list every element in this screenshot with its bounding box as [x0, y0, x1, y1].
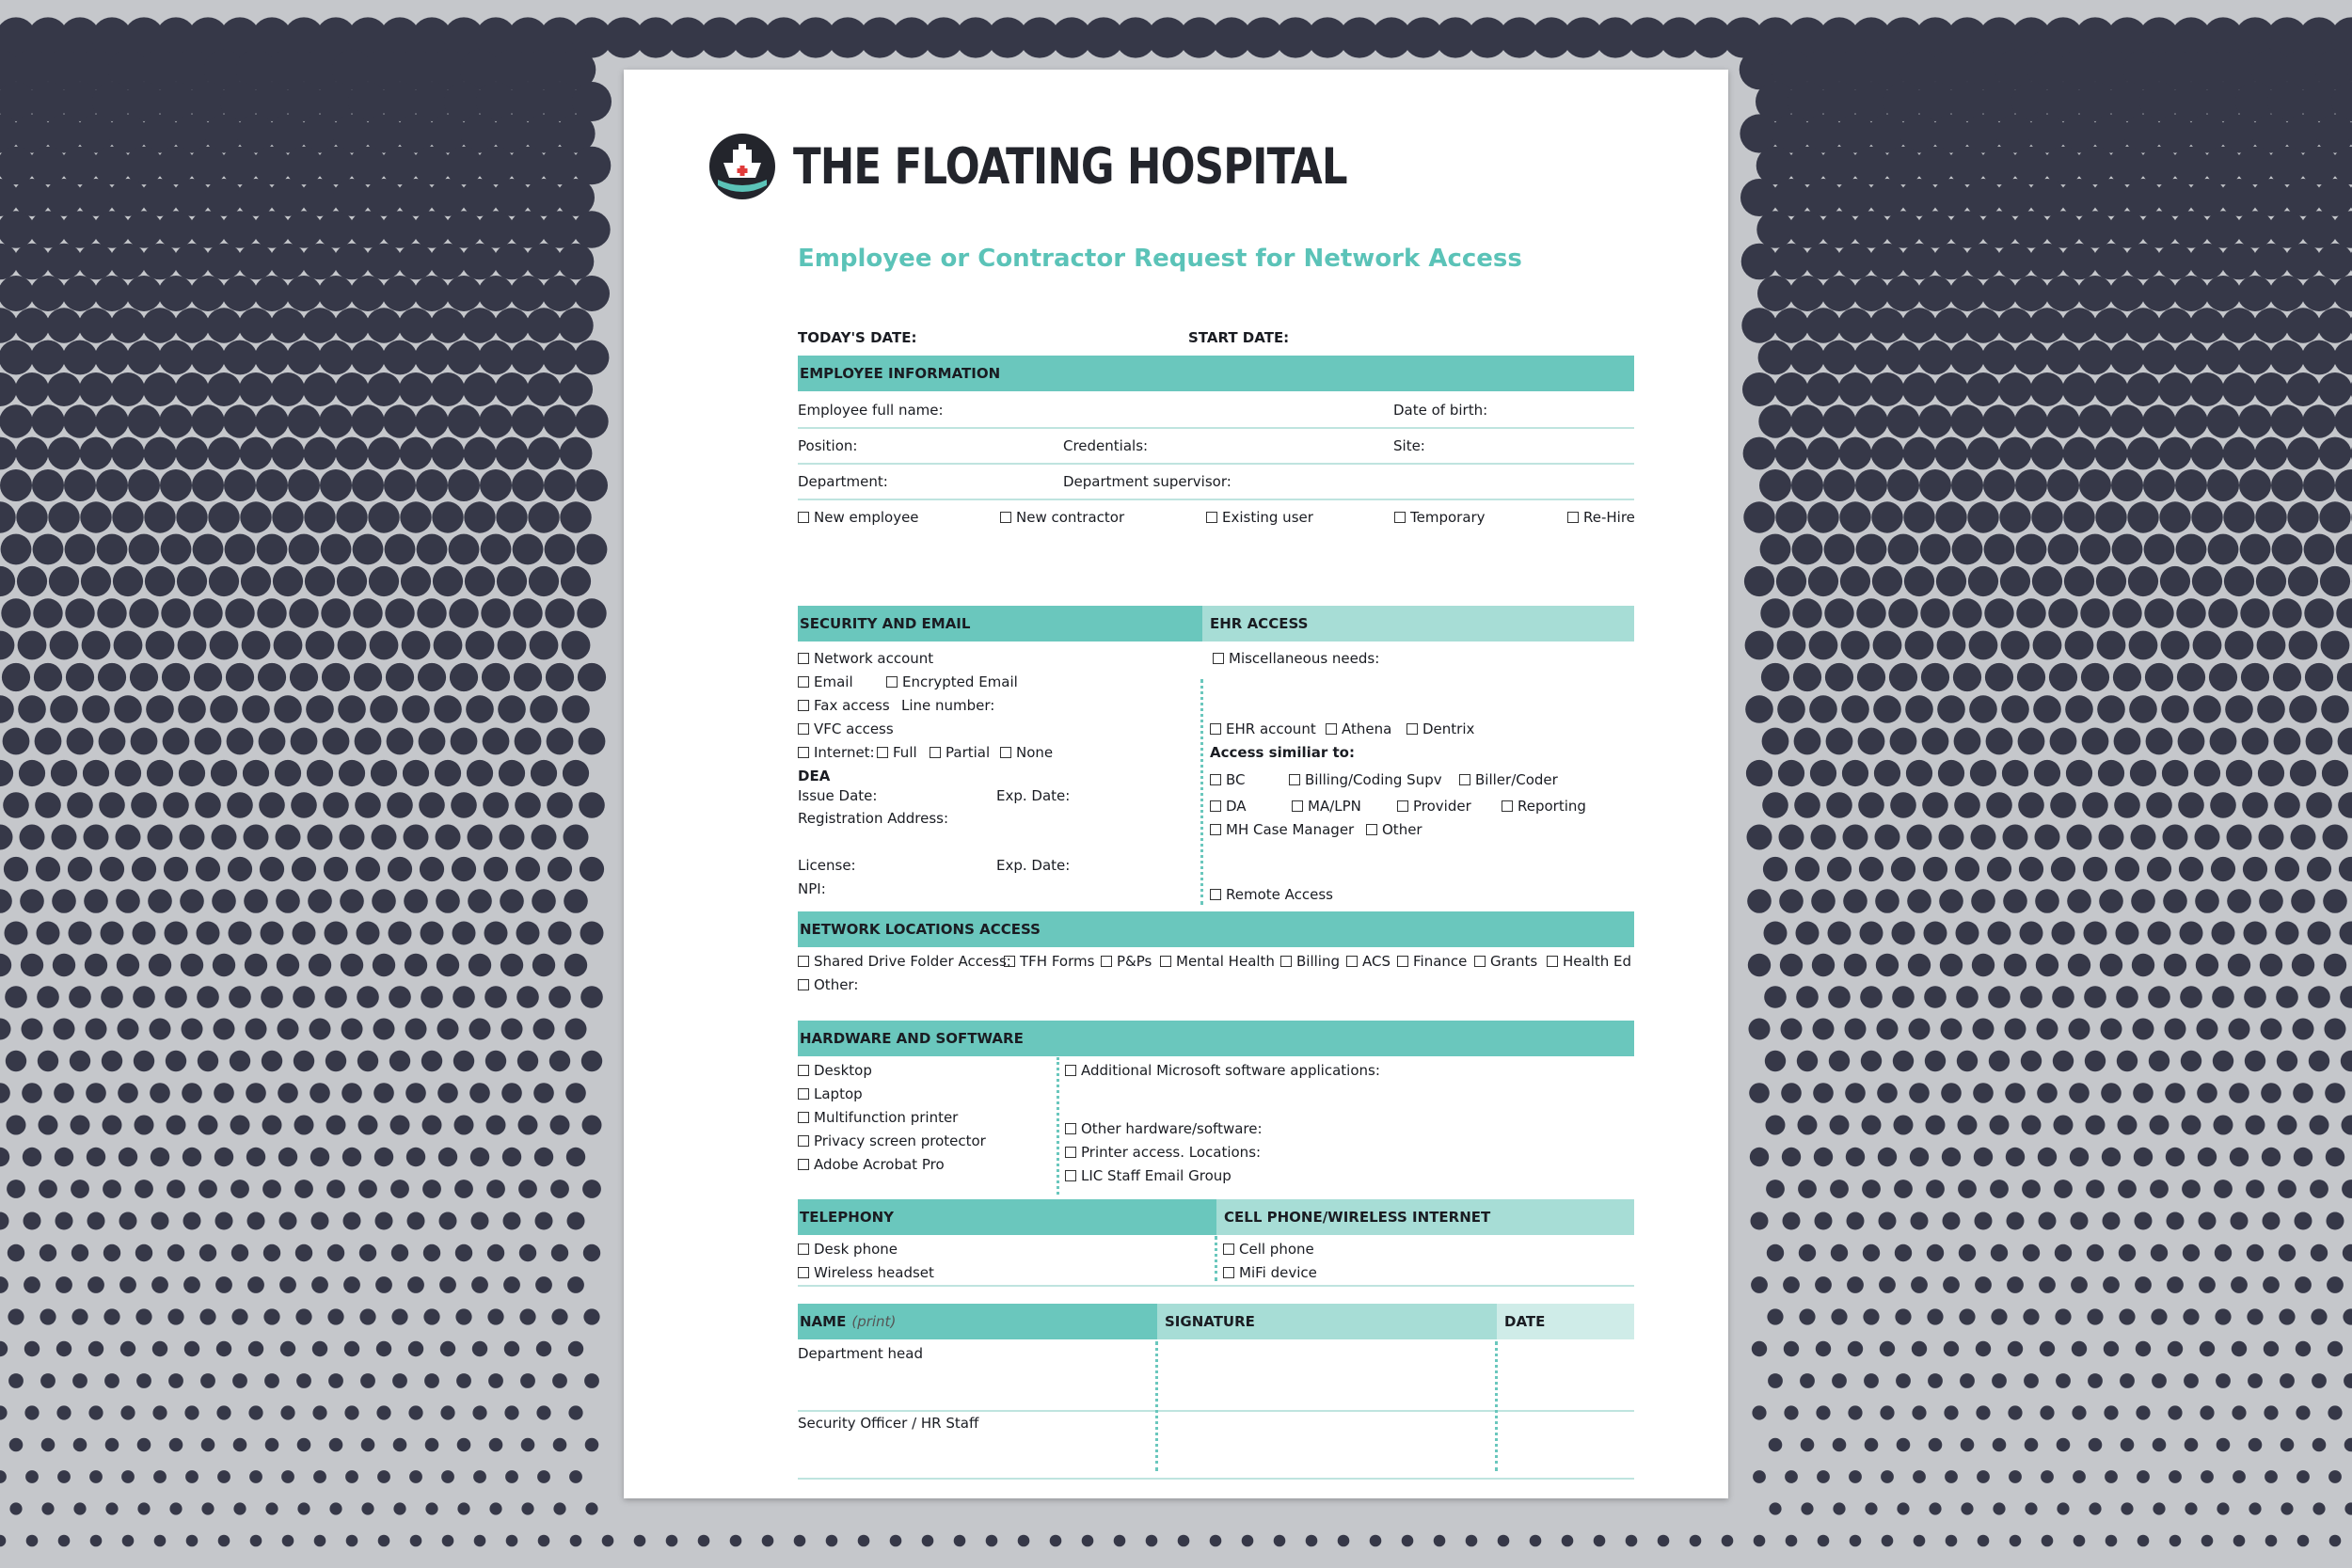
checkbox-box: [798, 1135, 809, 1147]
checkbox-box: [798, 1159, 809, 1170]
checkbox-box: [1000, 747, 1011, 758]
network-account-checkbox[interactable]: Network account: [798, 650, 933, 667]
checkbox-box: [1160, 956, 1171, 967]
checkbox-box: [798, 653, 809, 664]
exp-date-label: Exp. Date:: [996, 787, 1071, 804]
network-locations-header: NETWORK LOCATIONS ACCESS: [798, 911, 1634, 947]
telephony-header: TELEPHONY: [798, 1199, 1216, 1235]
folder-health-ed-checkbox[interactable]: Health Ed: [1547, 953, 1631, 970]
checkbox-box: [1210, 889, 1221, 900]
provider-checkbox[interactable]: Provider: [1397, 798, 1471, 815]
column-divider: [1200, 679, 1203, 905]
desk-phone-checkbox[interactable]: Desk phone: [798, 1241, 898, 1258]
checkbox-box: [1213, 653, 1224, 664]
date-column-divider: [1495, 1341, 1498, 1471]
divider: [798, 1285, 1634, 1287]
checkbox-box: [798, 1112, 809, 1123]
checkbox-box: [1280, 956, 1292, 967]
checkbox-box: [798, 1065, 809, 1076]
billing-coding-supv-checkbox[interactable]: Billing/Coding Supv: [1289, 771, 1442, 788]
checkbox-box: [1502, 800, 1513, 812]
npi-label: NPI:: [798, 880, 826, 897]
credentials-label: Credentials:: [1063, 437, 1149, 454]
checkbox-box: [1397, 956, 1408, 967]
divider: [798, 427, 1634, 429]
access-similar-label: Access similiar to:: [1210, 744, 1355, 761]
other-hardware-checkbox[interactable]: Other hardware/software:: [1065, 1120, 1263, 1137]
lic-email-group-checkbox[interactable]: LIC Staff Email Group: [1065, 1167, 1232, 1184]
divider: [798, 1478, 1634, 1480]
brand-name: THE FLOATING HOSPITAL: [793, 137, 1347, 196]
laptop-checkbox[interactable]: Laptop: [798, 1085, 863, 1102]
checkbox-box: [1065, 1123, 1076, 1134]
desktop-checkbox[interactable]: Desktop: [798, 1062, 872, 1079]
checkbox-box: [798, 512, 809, 523]
checkbox-box: [1289, 774, 1300, 785]
checkbox-box: [1210, 800, 1221, 812]
internet-checkbox[interactable]: Internet:: [798, 744, 875, 761]
biller-coder-checkbox[interactable]: Biller/Coder: [1459, 771, 1558, 788]
new-contractor-checkbox[interactable]: New contractor: [1000, 509, 1124, 526]
bc-checkbox[interactable]: BC: [1210, 771, 1246, 788]
position-label: Position:: [798, 437, 858, 454]
encrypted-email-checkbox[interactable]: Encrypted Email: [886, 673, 1018, 690]
ma-lpn-checkbox[interactable]: MA/LPN: [1292, 798, 1361, 815]
checkbox-box: [1210, 723, 1221, 735]
fax-access-checkbox[interactable]: Fax access: [798, 697, 890, 714]
internet-none-checkbox[interactable]: None: [1000, 744, 1053, 761]
department-label: Department:: [798, 473, 888, 490]
rehire-checkbox[interactable]: Re-Hire: [1567, 509, 1635, 526]
signature-column-header: SIGNATURE: [1157, 1304, 1497, 1339]
department-head-label: Department head: [798, 1345, 923, 1362]
cell-wireless-header: CELL PHONE/WIRELESS INTERNET: [1216, 1199, 1634, 1235]
checkbox-box: [1210, 824, 1221, 835]
cell-phone-checkbox[interactable]: Cell phone: [1223, 1241, 1314, 1258]
license-exp-date-label: Exp. Date:: [996, 857, 1071, 874]
checkbox-box: [1397, 800, 1408, 812]
checkbox-box: [798, 723, 809, 735]
checkbox-box: [1406, 723, 1418, 735]
folder-finance-checkbox[interactable]: Finance: [1397, 953, 1467, 970]
column-divider: [1057, 1057, 1059, 1195]
other-folder-checkbox[interactable]: Other:: [798, 976, 858, 993]
license-label: License:: [798, 857, 856, 874]
remote-access-checkbox[interactable]: Remote Access: [1210, 886, 1333, 903]
folder-pps-checkbox[interactable]: P&Ps: [1101, 953, 1152, 970]
printer-access-checkbox[interactable]: Printer access. Locations:: [1065, 1144, 1261, 1161]
checkbox-box: [1547, 956, 1558, 967]
checkbox-box: [1210, 774, 1221, 785]
checkbox-box: [798, 747, 809, 758]
checkbox-box: [1000, 512, 1011, 523]
dea-label: DEA: [798, 768, 831, 784]
folder-tfh-forms-checkbox[interactable]: TFH Forms: [1004, 953, 1094, 970]
misc-needs-checkbox[interactable]: Miscellaneous needs:: [1213, 650, 1379, 667]
checkbox-box: [798, 956, 809, 967]
checkbox-box: [930, 747, 941, 758]
dob-label: Date of birth:: [1393, 402, 1488, 419]
checkbox-box: [1065, 1147, 1076, 1158]
checkbox-box: [1292, 800, 1303, 812]
checkbox-box: [798, 676, 809, 688]
mh-case-manager-checkbox[interactable]: MH Case Manager: [1210, 821, 1354, 838]
ehr-account-checkbox[interactable]: EHR account: [1210, 721, 1316, 737]
checkbox-box: [798, 1267, 809, 1278]
checkbox-box: [1101, 956, 1112, 967]
name-column-header: NAME (print): [798, 1304, 1157, 1339]
checkbox-box: [1004, 956, 1015, 967]
form-content: [793, 70, 1635, 1498]
checkbox-box: [1223, 1267, 1234, 1278]
dentrix-checkbox[interactable]: Dentrix: [1406, 721, 1474, 737]
existing-user-checkbox[interactable]: Existing user: [1206, 509, 1313, 526]
divider: [798, 499, 1634, 500]
full-name-label: Employee full name:: [798, 402, 944, 419]
wireless-headset-checkbox[interactable]: Wireless headset: [798, 1264, 934, 1281]
shared-drive-checkbox[interactable]: Shared Drive Folder Access:: [798, 953, 1011, 970]
brand-header: [708, 133, 1469, 200]
checkbox-box: [1065, 1170, 1076, 1181]
checkbox-box: [798, 1243, 809, 1255]
issue-date-label: Issue Date:: [798, 787, 878, 804]
security-email-header: SECURITY AND EMAIL: [798, 606, 1202, 641]
checkbox-box: [798, 700, 809, 711]
ship-logo-icon: [708, 133, 776, 200]
start-date-label: START DATE:: [1188, 329, 1290, 346]
checkbox-box: [877, 747, 888, 758]
ehr-access-header: EHR ACCESS: [1202, 606, 1634, 641]
checkbox-box: [1459, 774, 1470, 785]
registration-address-label: Registration Address:: [798, 810, 949, 827]
adobe-acrobat-checkbox[interactable]: Adobe Acrobat Pro: [798, 1156, 945, 1173]
security-officer-label: Security Officer / HR Staff: [798, 1415, 979, 1432]
multifunction-printer-checkbox[interactable]: Multifunction printer: [798, 1109, 958, 1126]
da-checkbox[interactable]: DA: [1210, 798, 1247, 815]
folder-mental-health-checkbox[interactable]: Mental Health: [1160, 953, 1275, 970]
checkbox-box: [1065, 1065, 1076, 1076]
line-number-label: Line number:: [901, 697, 995, 714]
divider: [798, 463, 1634, 465]
supervisor-label: Department supervisor:: [1063, 473, 1232, 490]
other-checkbox[interactable]: Other: [1366, 821, 1422, 838]
checkbox-box: [1206, 512, 1217, 523]
folder-acs-checkbox[interactable]: ACS: [1346, 953, 1391, 970]
column-divider: [1215, 1236, 1217, 1281]
internet-full-checkbox[interactable]: Full: [877, 744, 917, 761]
checkbox-box: [1326, 723, 1337, 735]
checkbox-box: [886, 676, 898, 688]
internet-partial-checkbox[interactable]: Partial: [930, 744, 990, 761]
email-checkbox[interactable]: Email: [798, 673, 853, 690]
checkbox-box: [1366, 824, 1377, 835]
divider: [798, 1410, 1634, 1412]
signature-column-divider: [1155, 1341, 1158, 1471]
checkbox-box: [1474, 956, 1486, 967]
checkbox-box: [798, 1088, 809, 1100]
checkbox-box: [1346, 956, 1358, 967]
checkbox-box: [1567, 512, 1579, 523]
hardware-software-header: HARDWARE AND SOFTWARE: [798, 1021, 1634, 1056]
todays-date-label: TODAY'S DATE:: [798, 329, 917, 346]
date-column-header: DATE: [1497, 1304, 1634, 1339]
athena-checkbox[interactable]: Athena: [1326, 721, 1391, 737]
privacy-screen-checkbox[interactable]: Privacy screen protector: [798, 1132, 986, 1149]
checkbox-box: [1394, 512, 1406, 523]
folder-grants-checkbox[interactable]: Grants: [1474, 953, 1537, 970]
reporting-checkbox[interactable]: Reporting: [1502, 798, 1586, 815]
temporary-checkbox[interactable]: Temporary: [1394, 509, 1486, 526]
form-title: Employee or Contractor Request for Network Access: [798, 245, 1522, 273]
form-sheet: [624, 70, 1728, 1498]
site-label: Site:: [1393, 437, 1425, 454]
ms-software-checkbox[interactable]: Additional Microsoft software applications:: [1065, 1062, 1380, 1079]
employee-information-header: EMPLOYEE INFORMATION: [798, 356, 1634, 391]
checkbox-box: [798, 979, 809, 990]
mifi-device-checkbox[interactable]: MiFi device: [1223, 1264, 1317, 1281]
new-employee-checkbox[interactable]: New employee: [798, 509, 919, 526]
vfc-access-checkbox[interactable]: VFC access: [798, 721, 894, 737]
checkbox-box: [1223, 1243, 1234, 1255]
folder-billing-checkbox[interactable]: Billing: [1280, 953, 1340, 970]
